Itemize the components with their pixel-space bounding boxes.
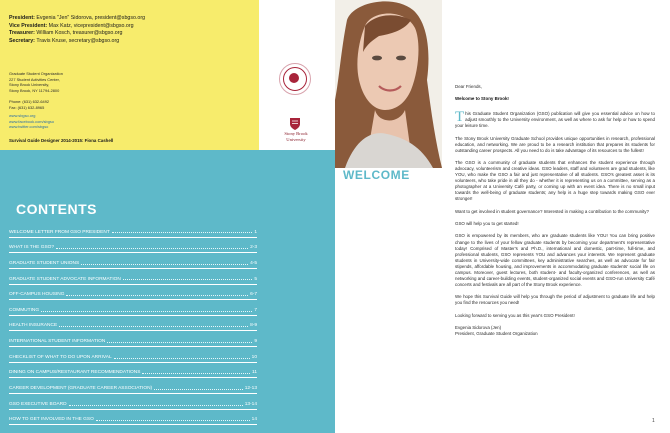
fax-number: Fax: (631) 632-8965 (9, 104, 45, 110)
university-logo-line-1: Stony Brook (284, 131, 308, 136)
university-shield-icon (290, 118, 300, 130)
letter-paragraph-2: The Stony Brook University Graduate School provides unique opportunities in research, professional education, and networking. We are proud to be a research institution that prepares its students for outstanding career prospects. All you need to do is take advantage of its resources to the fullest! (455, 135, 655, 153)
website-link[interactable]: www.sbgso.org (9, 113, 36, 118)
right-page (335, 0, 670, 433)
letter-paragraph-7: We hope this Survival Guide will help you through the period of adjustment to graduate life and help you find the resources you need! (455, 294, 655, 306)
toc-item[interactable]: WHAT IS THE GSO? 2-3 (9, 238, 257, 254)
facebook-link[interactable]: www.facebook.com/sbgso (9, 118, 54, 124)
toc-item[interactable]: GSO EXECUTIVE BOARD 13-14 (9, 394, 257, 410)
toc-item[interactable]: OFF-CAMPUS HOUSING 6-7 (9, 285, 257, 301)
toc-item[interactable]: GRADUATE STUDENT UNIONS 4-5 (9, 253, 257, 269)
officer-list (9, 15, 249, 46)
welcome-letter (455, 84, 655, 337)
toc-item[interactable]: COMMUTING 7 (9, 300, 257, 316)
web-links (9, 113, 54, 130)
phone-number: Phone: (631) 632-6492 (9, 99, 50, 104)
president-line: President: Evgenia "Jen" Sidorova, president@sbgso.org (9, 15, 146, 21)
letter-paragraph-1: This Graduate Student Organization (GSO) publication will give you essential advice on how to adjust smoothly to the University environment, as well as where to ask for help or how to spend your leisure time. (455, 109, 655, 129)
contents-title: CONTENTS (16, 201, 97, 217)
letter-greeting: Dear Friends, (455, 84, 482, 89)
address-line-3: Stony Brook, NY 11794-2800 (9, 87, 60, 93)
portrait-image (335, 0, 442, 168)
letter-welcome-line: Welcome to Stony Brook! (455, 96, 509, 102)
twitter-link[interactable]: www.twitter.com/sbgso (9, 124, 49, 130)
table-of-contents (9, 222, 257, 425)
toc-item[interactable]: HEALTH INSURANCE 8-9 (9, 316, 257, 332)
letter-paragraph-4: Want to get involved in student governance? Interested in making a contribution to the community? (455, 208, 649, 214)
toc-item[interactable]: CAREER DEVELOPMENT (GRADUATE CAREER ASSOCIATION) 12-13 (9, 378, 257, 394)
treasurer-line: Treasurer: William Kosch, treasurer@sbgso.org (9, 30, 123, 37)
toc-item[interactable]: HOW TO GET INVOLVED IN THE GSO 14 (9, 410, 257, 426)
secretary-line: Secretary: Travis Kruse, secretary@sbgso.org (9, 38, 120, 45)
designer-credit: Survival Guide Designer 2014-2015: Fiona Cashell (9, 138, 114, 143)
president-photo (335, 0, 442, 168)
signature-title: President, Graduate Student Organization (455, 330, 538, 336)
address-line-2: Stony Brook University, (9, 82, 50, 87)
toc-item[interactable]: INTERNATIONAL STUDENT INFORMATION 9 (9, 331, 257, 347)
vice-president-line: Vice President: Max Katz, vicepresident@sbgso.org (9, 22, 134, 29)
letter-paragraph-3: The GSO is a community of graduate students that enhances the student experience through advocacy, volunteerism and creative ideas. GSO leaders, staff and volunteers are grad students, like YOU, who make the GSO a fair and just representative of all students. GSO's greatest asset is its volunteers, who take pride in all they do - whether it is representing us on a committee, serving as a photographer at a University Café party, or coming up with an event idea. There is no small input towards the well-being of graduate students; any help is a huge step towards making GSO ever stronger! (455, 160, 655, 202)
contact-numbers (9, 99, 49, 110)
letter-paragraph-5: GSO will help you to get started! (455, 221, 519, 227)
toc-item[interactable]: CHECKLIST OF WHAT TO DO UPON ARRIVAL 10 (9, 347, 257, 363)
drop-cap: T (455, 109, 465, 126)
university-logo-line-2: University (286, 137, 306, 142)
org-name: Graduate Student Organization (9, 71, 63, 76)
toc-item[interactable]: GRADUATE STUDENT ADVOCATE INFORMATION 5 (9, 269, 257, 285)
page-number: 1 (652, 418, 655, 424)
toc-item[interactable]: WELCOME LETTER FROM GSO PRESIDENT 1 (9, 222, 257, 238)
org-address (9, 71, 169, 93)
letter-paragraph-6: GSO is empowered by its members, who are graduate students like YOU! You can bring positive change to the lives of your fellow graduate students by becoming your department's representative today! Comprised of Master's and Ph.D., international and domestic, part-time, full-time, and professional students, GSO represents YOU and advances your interests. We represent graduate students in University-wide committees, key administrative searches, as well as advocate for fair stipends, affordable housing, and improvements in accommodating graduate students' social life on campus. Moreover, guest lectures, both student- and faculty-organized conferences, as well as networking and career-building events, student-organized social events and GSO-run University Café concerts and festivals are all part of the Stony Brook experience. (455, 233, 655, 287)
toc-item[interactable]: DINING ON CAMPUS/RESTAURANT RECOMMENDATIONS 11 (9, 363, 257, 379)
signature-name: Evgenia Sidorova (Jen) (455, 324, 502, 330)
welcome-heading: WELCOME (343, 168, 410, 182)
letter-paragraph-8: Looking forward to serving you as this year's GSO President! (455, 312, 575, 318)
address-line-1: 227 Student Activities Center, (9, 76, 60, 82)
gso-logo (283, 67, 307, 91)
